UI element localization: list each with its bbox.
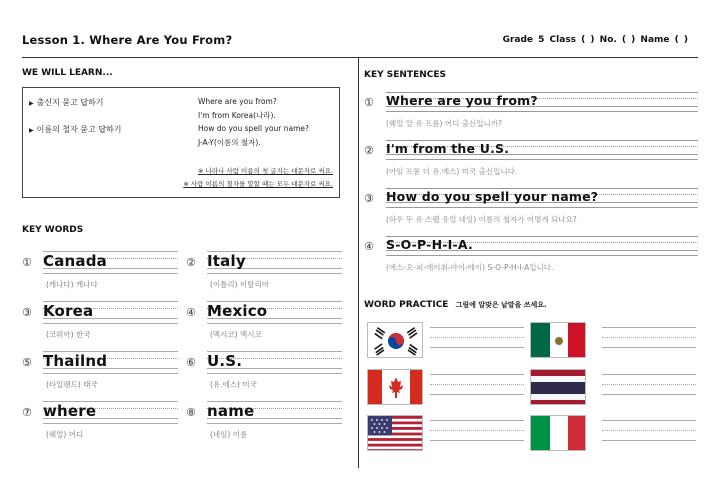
pronunciation: (웨얼 알 유 프롬) 어디 출신입니까? <box>386 119 502 128</box>
guide-line <box>43 323 178 324</box>
column-divider <box>358 58 359 468</box>
answer-line[interactable] <box>602 327 696 328</box>
item-number: ④ <box>364 240 374 253</box>
key-sentence-item <box>364 236 698 286</box>
item-number: ③ <box>364 192 374 205</box>
key-word: Thailnd <box>43 352 108 370</box>
pronunciation: (웨얼) 어디 <box>46 430 84 439</box>
answer-line[interactable] <box>602 384 696 385</box>
key-word: U.S. <box>207 352 243 370</box>
answer-line[interactable] <box>602 420 696 421</box>
example-sentence: Where are you from? <box>198 97 277 106</box>
answer-line[interactable] <box>430 327 524 328</box>
goal-text: 출신지 묻고 답하기 <box>36 98 104 107</box>
item-number: ① <box>364 96 374 109</box>
key-word: Korea <box>43 302 94 320</box>
word-practice-title: WORD PRACTICE <box>364 300 449 310</box>
key-word: Canada <box>43 252 107 270</box>
item-number: ① <box>22 256 32 269</box>
key-words-heading: KEY WORDS <box>22 225 84 235</box>
pronunciation: (아임 프롬 더 유.에스) 미국 출신입니다. <box>386 167 518 176</box>
answer-line[interactable] <box>602 347 696 348</box>
key-sentence-item <box>364 188 698 238</box>
item-number: ⑧ <box>186 406 196 419</box>
key-word: where <box>43 402 97 420</box>
guide-line <box>43 273 178 274</box>
pronunciation: (멕시코) 멕시코 <box>210 330 262 339</box>
canada-flag <box>367 369 423 405</box>
item-number: ③ <box>22 306 32 319</box>
word-practice-instruction: 그림에 알맞은 낱말을 쓰세요. <box>455 301 547 309</box>
key-word-item <box>186 401 346 446</box>
key-sentence: How do you spell your name? <box>386 189 599 204</box>
korea-flag <box>367 322 423 358</box>
learn-note: ※ 사람 이름의 철자를 말할 때는 모두 대문자로 써요. <box>183 180 333 188</box>
example-sentence: How do you spell your name? <box>198 124 309 133</box>
goal-text: 이름의 철자 묻고 답하기 <box>36 125 122 134</box>
guide-line <box>43 373 178 374</box>
key-word-item <box>22 351 182 396</box>
header-rule <box>22 57 698 58</box>
mexico-flag <box>530 322 586 358</box>
guide-line <box>386 159 698 160</box>
answer-line[interactable] <box>602 374 696 375</box>
learn-goal <box>29 124 122 135</box>
student-info: Grade 5 Class ( ) No. ( ) Name ( ) <box>502 35 688 45</box>
key-sentence: Where are you from? <box>386 93 538 108</box>
answer-line[interactable] <box>602 394 696 395</box>
pronunciation: (유.에스) 미국 <box>210 380 257 389</box>
item-number: ⑦ <box>22 406 32 419</box>
answer-line[interactable] <box>430 337 524 338</box>
key-sentence: S-O-P-H-I-A. <box>386 237 473 252</box>
answer-line[interactable] <box>430 430 524 431</box>
word-practice-heading <box>364 300 547 310</box>
guide-line <box>386 111 698 112</box>
answer-line[interactable] <box>602 440 696 441</box>
example-sentence: I'm from Korea(나라). <box>198 111 276 120</box>
item-number: ⑤ <box>22 356 32 369</box>
pronunciation: (캐나다) 캐나다 <box>46 280 98 289</box>
item-number: ⑥ <box>186 356 196 369</box>
answer-line[interactable] <box>602 430 696 431</box>
pronunciation: (타일랜드) 태국 <box>46 380 98 389</box>
item-number: ② <box>186 256 196 269</box>
arrow-right-icon: ▶ <box>29 127 34 134</box>
answer-line[interactable] <box>430 347 524 348</box>
italy-flag <box>530 415 586 451</box>
key-word: Italy <box>207 252 246 270</box>
key-word-item <box>22 301 182 346</box>
answer-line[interactable] <box>602 337 696 338</box>
guide-line <box>207 273 342 274</box>
learn-note: ※ 나라나 사람 이름의 첫 글자는 대문자로 써요. <box>198 167 333 175</box>
key-sentence-item <box>364 140 698 190</box>
item-number: ④ <box>186 306 196 319</box>
pronunciation: (네임) 이름 <box>210 430 248 439</box>
key-sentence: I'm from the U.S. <box>386 141 510 156</box>
key-word-item <box>186 351 346 396</box>
answer-line[interactable] <box>430 384 524 385</box>
key-word: Mexico <box>207 302 268 320</box>
key-word-item <box>22 251 182 296</box>
learn-goal <box>29 97 104 108</box>
pronunciation: (하우 두 유 스펠 유얼 네임) 이름의 철자가 어떻게 되나요? <box>386 215 577 224</box>
learn-heading: WE WILL LEARN... <box>22 68 113 78</box>
answer-line[interactable] <box>430 394 524 395</box>
pronunciation: (이틀리) 이탈리아 <box>210 280 269 289</box>
pronunciation: (코뤼아) 한국 <box>46 330 91 339</box>
key-word-item <box>22 401 182 446</box>
answer-line[interactable] <box>430 374 524 375</box>
guide-line <box>207 423 342 424</box>
learn-box <box>22 87 340 198</box>
arrow-right-icon: ▶ <box>29 100 34 107</box>
guide-line <box>43 423 178 424</box>
thailand-flag <box>530 369 586 405</box>
item-number: ② <box>364 144 374 157</box>
key-sentences-heading: KEY SENTENCES <box>364 70 446 80</box>
key-sentence-item <box>364 92 698 142</box>
usa-flag <box>367 415 423 451</box>
key-word-item <box>186 251 346 296</box>
guide-line <box>207 373 342 374</box>
pronunciation: (에스-오-피-에이취-아이-에이) S-O-P-H-I-A입니다. <box>386 263 554 272</box>
worksheet-header <box>22 33 698 51</box>
guide-line <box>207 323 342 324</box>
answer-line[interactable] <box>430 420 524 421</box>
key-word: name <box>207 402 255 420</box>
key-word-item <box>186 301 346 346</box>
guide-line <box>386 207 698 208</box>
answer-line[interactable] <box>430 440 524 441</box>
lesson-title: Lesson 1. Where Are You From? <box>22 33 233 47</box>
guide-line <box>386 255 698 256</box>
example-sentence: J-A-Y(이름의 철자). <box>198 138 261 147</box>
